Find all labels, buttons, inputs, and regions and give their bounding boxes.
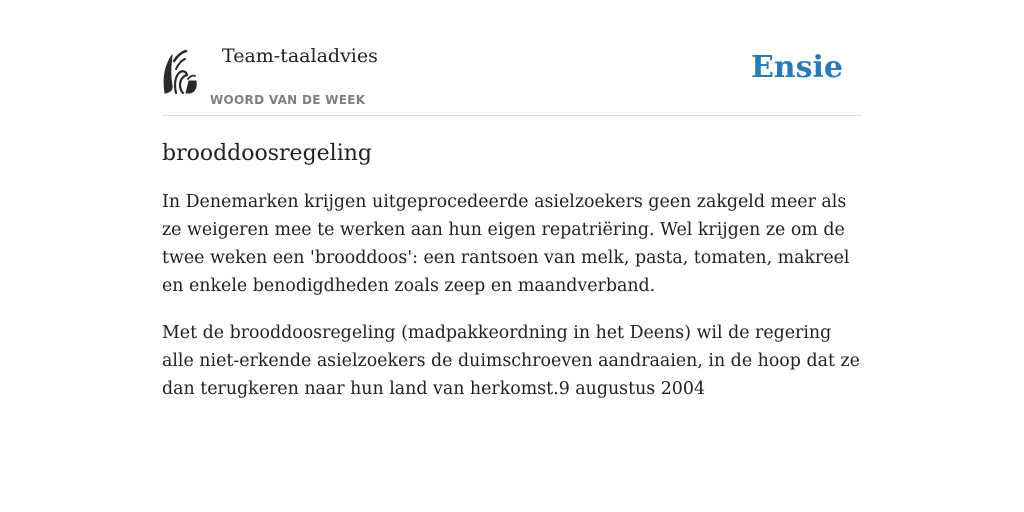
organization-name[interactable]: Team-taaladvies (222, 45, 378, 67)
article-paragraph (162, 319, 862, 403)
flemish-lion-logo-icon[interactable] (162, 49, 198, 95)
article-paragraph-text: Met de brooddoosregeling (madpakkeordning in het Deens) wil de regering alle niet-erkende asielzoekers de duimschroeven aandraaien, in de hoop dat ze dan terugkeren naar hun land van herkomst. (162, 323, 860, 399)
article-paragraph: In Denemarken krijgen uitgeprocedeerde asielzoekers geen zakgeld meer als ze weigeren mee te werken aan hun eigen repatriëring. Wel krijgen ze om de twee weken een 'brooddoos': een rantsoen van melk, pasta, tomaten, makreel en enkele benodigdheden zoals zeep en maandverband. (162, 192, 850, 296)
word-title: brooddoosregeling (162, 141, 372, 166)
article (162, 138, 862, 422)
header (162, 40, 862, 116)
brand-logo[interactable]: Ensie (750, 50, 843, 85)
article-date: 9 augustus 2004 (558, 379, 706, 399)
section-label: WOORD VAN DE WEEK (210, 93, 366, 107)
